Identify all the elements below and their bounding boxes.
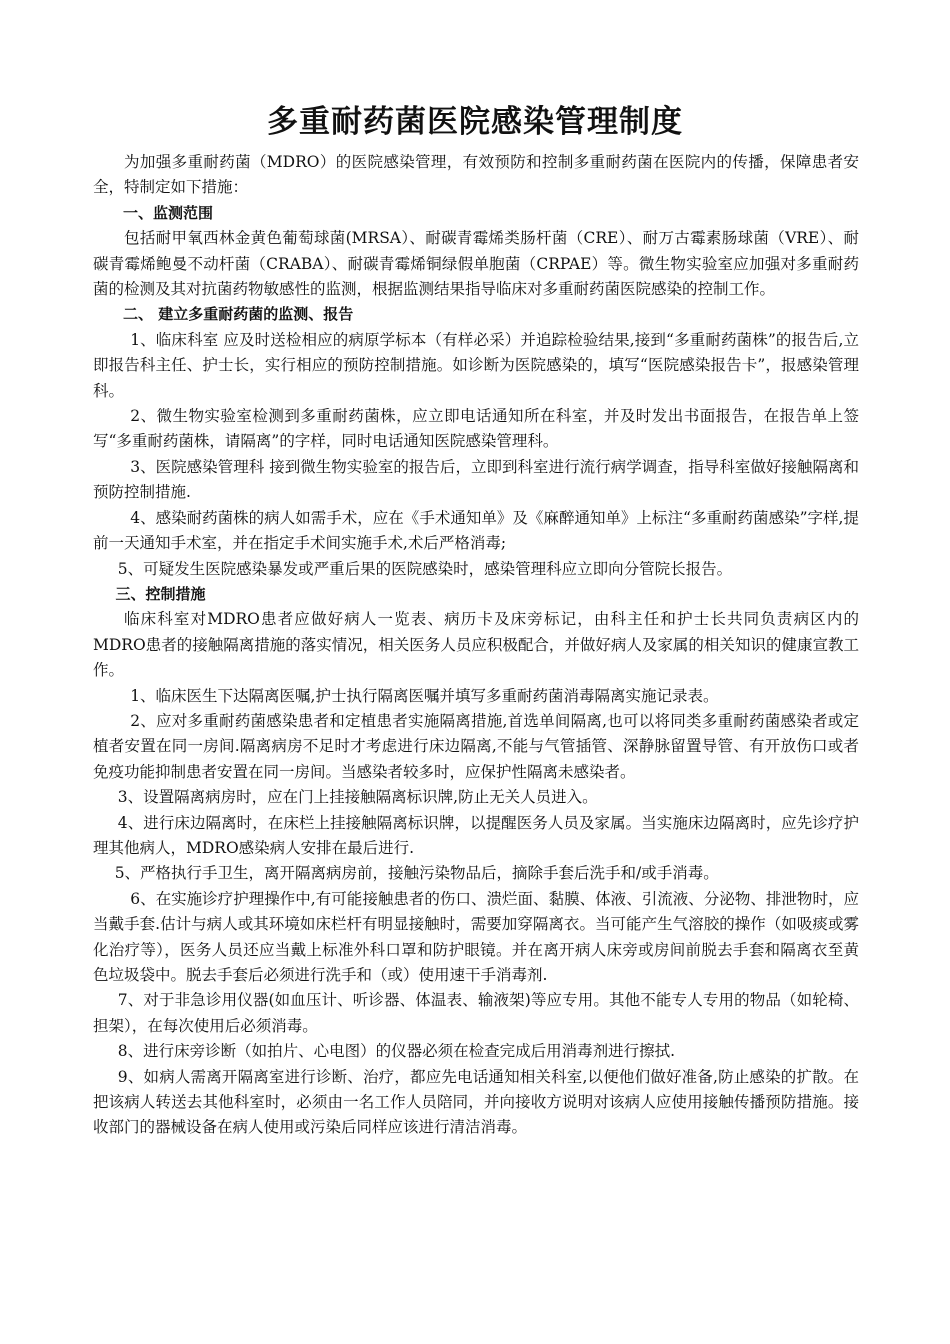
document-body xyxy=(93,150,859,1141)
section-2-item-3: 3、医院感染管理科 接到微生物实验室的报告后，立即到科室进行流行病学调查，指导科室做好接触隔离和预防控制措施. xyxy=(93,457,859,502)
document-title: 多重耐药菌医院感染管理制度 xyxy=(267,104,683,140)
section-3-intro: 临床科室对MDRO患者应做好病人一览表、病历卡及床旁标记，由科主任和护士长共同负责病区内的MDRO患者的接触隔离措施的落实情况，相关医务人员应积极配合，并做好病人及家属的相关知识的健康宣教工作。 xyxy=(93,610,859,680)
section-3-heading: 三、控制措施 xyxy=(115,584,206,603)
section-3-item-3: 3、设置隔离病房时，应在门上挂接触隔离标识牌,防止无关人员进入。 xyxy=(117,788,598,807)
section-3-item-8: 8、进行床旁诊断（如拍片、心电图）的仪器必须在检查完成后用消毒剂进行擦拭. xyxy=(117,1042,676,1061)
section-3-item-2: 2、应对多重耐药菌感染患者和定植患者实施隔离措施,首选单间隔离,也可以将同类多重耐药菌感染者或定植者安置在同一房间.隔离病房不足时才考虑进行床边隔离,不能与气管插管、深静脉留置导管、有开放伤口或者免疫功能抑制患者安置在同一房间。当感染者较多时，应保护性隔离未感染者。 xyxy=(93,711,859,781)
section-1-heading: 一、监测范围 xyxy=(123,203,214,222)
section-3-item-5: 5、严格执行手卫生，离开隔离病房前，接触污染物品后，摘除手套后洗手和/或手消毒。 xyxy=(114,864,719,883)
section-2-item-5: 5、可疑发生医院感染暴发或严重后果的医院感染时，感染管理科应立即向分管院长报告。 xyxy=(117,559,733,578)
section-3-item-7: 7、对于非急诊用仪器(如血压计、听诊器、体温表、输液架)等应专用。其他不能专人专用的物品（如轮椅、担架），在每次使用后必须消毒。 xyxy=(93,991,859,1035)
section-2-item-2: 2、微生物实验室检测到多重耐药菌株，应立即电话通知所在科室，并及时发出书面报告，在报告单上签写“多重耐药菌株，请隔离”的字样，同时电话通知医院感染管理科。 xyxy=(93,407,859,451)
section-2-heading: 二、 建立多重耐药菌的监测、报告 xyxy=(123,305,354,324)
section-3-item-6: 6、在实施诊疗护理操作中,有可能接触患者的伤口、溃烂面、黏膜、体液、引流液、分泌物、排泄物时，应当戴手套.估计与病人或其环境如床栏杆有明显接触时，需要加穿隔离衣。当可能产生气溶胶的操作（如吸痰或雾化治疗等），医务人员还应当戴上标准外科口罩和防护眼镜。并在离开病人床旁或房间前脱去手套和隔离衣至黄色垃圾袋中。脱去手套后必须进行洗手和（或）使用速干手消毒剂. xyxy=(93,889,859,984)
section-2-item-1: 1、临床科室 应及时送检相应的病原学标本（有样必采）并追踪检验结果,接到“多重耐药菌株”的报告后,立即报告科主任、护士长，实行相应的预防控制措施。如诊断为医院感染的，填写“医院感染报告卡”，报感染管理科。 xyxy=(93,330,859,400)
section-3-item-1: 1、临床医生下达隔离医嘱,护士执行隔离医嘱并填写多重耐药菌消毒隔离实施记录表。 xyxy=(130,686,719,705)
section-1-paragraph: 包括耐甲氧西林金黄色葡萄球菌(MRSA）、耐碳青霉烯类肠杆菌（CRE）、耐万古霉素肠球菌（VRE）、耐碳青霉烯鲍曼不动杆菌（CRABA）、耐碳青霉烯铜绿假单胞菌（CRPAE）等。微生物实验室应加强对多重耐药菌的检测及其对抗菌药物敏感性的监测，根据监测结果指导临床对多重耐药菌医院感染的控制工作。 xyxy=(93,229,859,299)
intro-paragraph: 为加强多重耐药菌（MDRO）的医院感染管理，有效预防和控制多重耐药菌在医院内的传播，保障患者安全，特制定如下措施： xyxy=(93,153,859,197)
section-3-item-4: 4、进行床边隔离时，在床栏上挂接触隔离标识牌，以提醒医务人员及家属。当实施床边隔离时，应先诊疗护理其他病人，MDRO感染病人安排在最后进行. xyxy=(93,813,859,857)
section-2-item-4: 4、感染耐药菌株的病人如需手术，应在《手术通知单》及《麻醉通知单》上标注“多重耐药菌感染”字样,提前一天通知手术室，并在指定手术间实施手术,术后严格消毒; xyxy=(93,508,859,553)
section-3-item-9: 9、如病人需离开隔离室进行诊断、治疗，都应先电话通知相关科室,以便他们做好准备,防止感染的扩散。在把该病人转送去其他科室时，必须由一名工作人员陪同，并向接收方说明对该病人应使用接触传播预防措施。接收部门的器械设备在病人使用或污染后同样应该进行清洁消毒。 xyxy=(93,1067,859,1137)
